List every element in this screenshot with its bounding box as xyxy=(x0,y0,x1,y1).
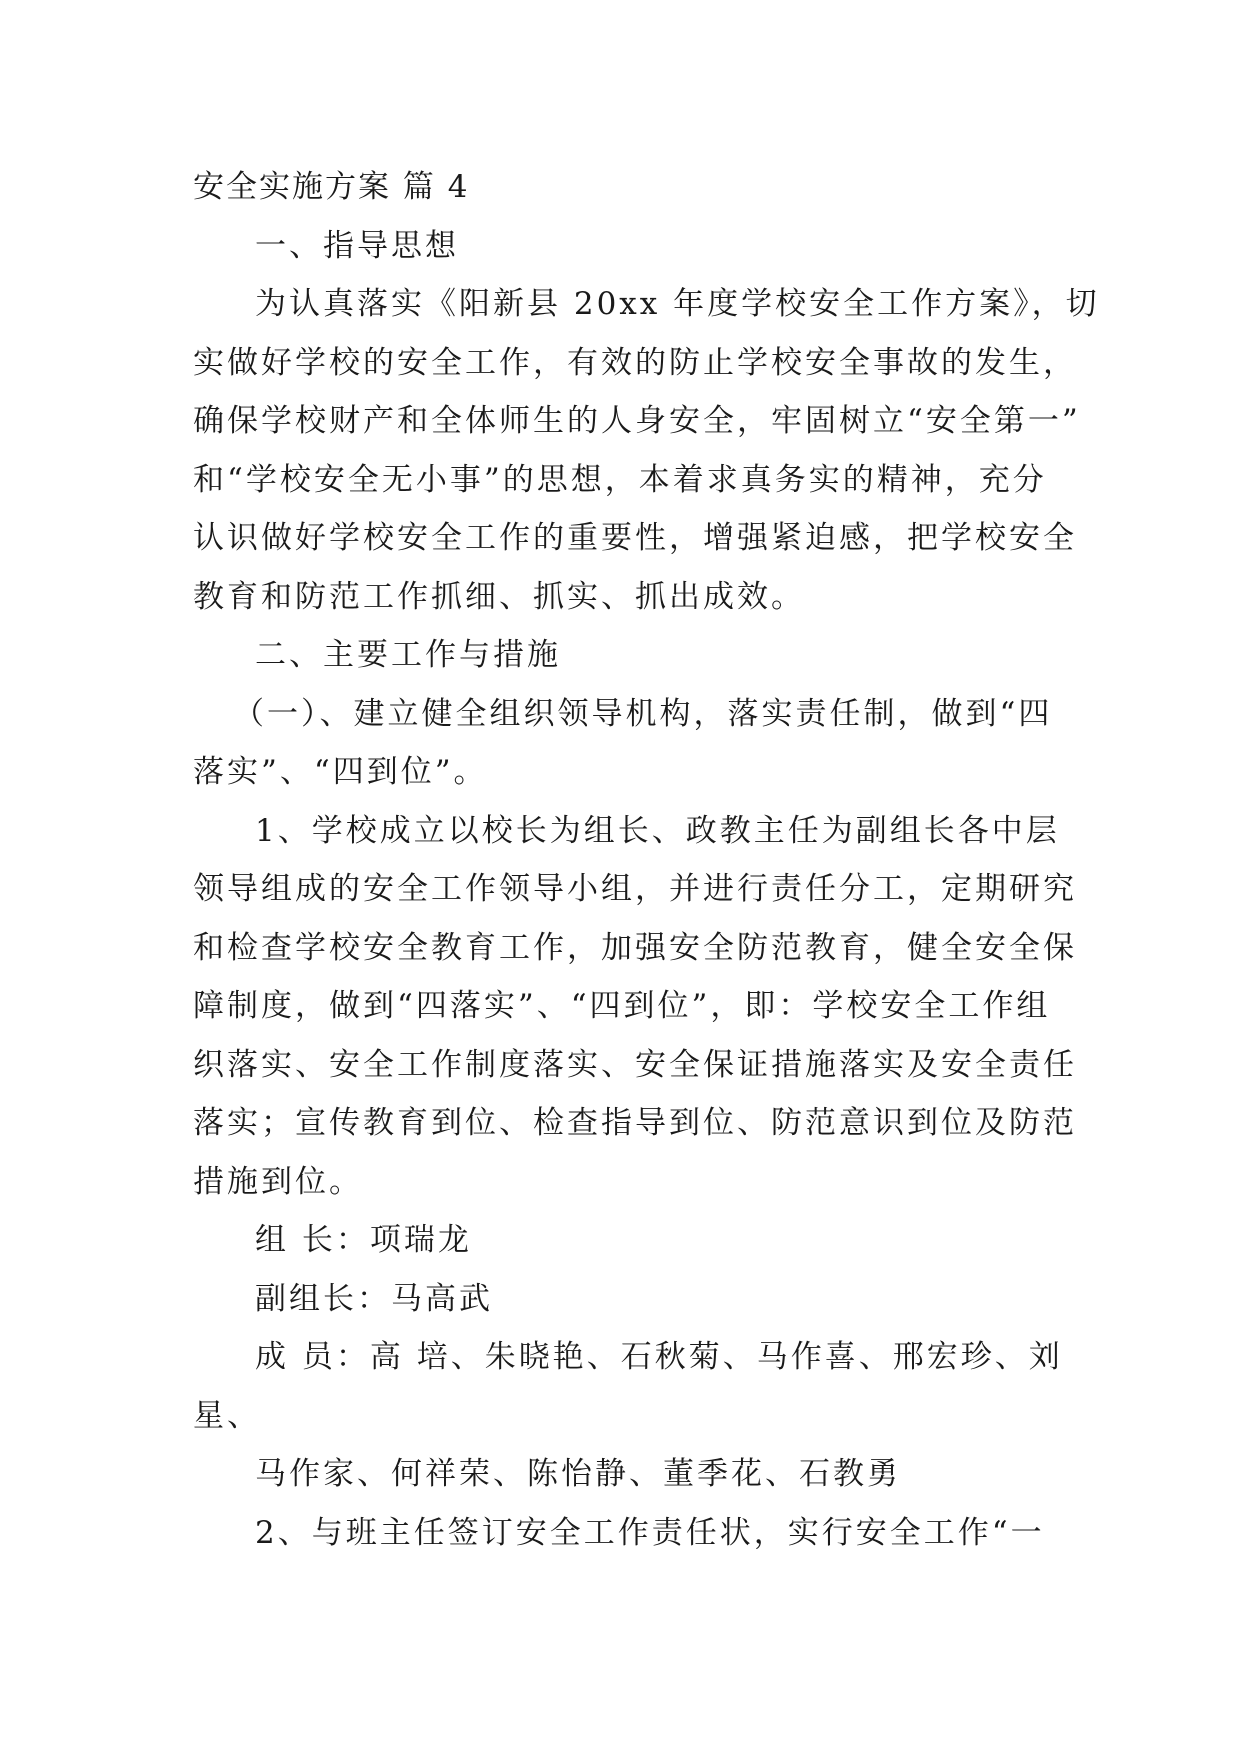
paragraph-line: 实做好学校的安全工作，有效的防止学校安全事故的发生， xyxy=(193,344,1077,381)
section-heading-main-work: 二、主要工作与措施 xyxy=(255,637,561,673)
section-heading-guiding-ideology: 一、指导思想 xyxy=(255,227,459,264)
paragraph-line: 教育和防范工作抓细、抓实、抓出成效。 xyxy=(193,578,805,615)
paragraph-line: 领导组成的安全工作领导小组，并进行责任分工，定期研究 xyxy=(193,871,1077,907)
paragraph-line: 措施到位。 xyxy=(193,1163,363,1200)
document-page xyxy=(193,158,1100,1562)
paragraph-line: 织落实、安全工作制度落实、安全保证措施落实及安全责任 xyxy=(193,1046,1077,1083)
paragraph-line: 1、学校成立以校长为组长、政教主任为副组长各中层 xyxy=(255,812,1060,849)
paragraph-line: 和“学校安全无小事”的思想，本着求真务实的精神，充分 xyxy=(193,461,1047,498)
paragraph-line: 和检查学校安全教育工作，加强安全防范教育，健全安全保 xyxy=(193,929,1077,966)
paragraph-line: 落实；宣传教育到位、检查指导到位、防范意识到位及防范 xyxy=(193,1105,1077,1141)
paragraph-line: 确保学校财产和全体师生的人身安全，牢固树立“安全第一” xyxy=(193,403,1081,439)
members-line: 成 员：高 培、朱晓艳、石秋菊、马作喜、邢宏珍、刘 xyxy=(255,1339,1063,1375)
paragraph-line: 2、与班主任签订安全工作责任状，实行安全工作“一 xyxy=(255,1514,1045,1551)
paragraph-line: 障制度，做到“四落实”、“四到位”，即：学校安全工作组 xyxy=(193,988,1051,1024)
members-line-second: 马作家、何祥荣、陈怡静、董季花、石教勇 xyxy=(255,1456,901,1492)
team-leader-line: 组 长：项瑞龙 xyxy=(255,1222,472,1258)
paragraph-line: 落实”、“四到位”。 xyxy=(193,754,488,790)
members-line-continued: 星、 xyxy=(193,1397,261,1434)
document-title: 安全实施方案 篇 4 xyxy=(193,169,470,205)
deputy-leader-line: 副组长：马高武 xyxy=(255,1280,493,1317)
paragraph-line: 认识做好学校安全工作的重要性，增强紧迫感，把学校安全 xyxy=(193,520,1077,556)
subsection-heading: （一）、建立健全组织领导机构，落实责任制，做到“四 xyxy=(233,695,1053,732)
paragraph-line: 为认真落实《阳新县 20xx 年度学校安全工作方案》，切 xyxy=(255,286,1100,322)
